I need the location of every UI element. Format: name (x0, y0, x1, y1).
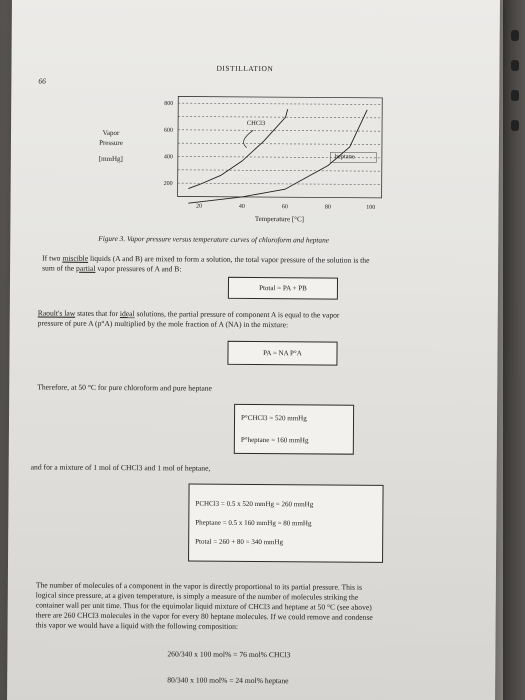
text-line: container wall per unit time. Thus for the equimolar liquid mixture of CHCl3 and heptane at 50 °C (see above) (35, 600, 372, 612)
paragraph-therefore: Therefore, at 50 °C for pure chloroform and pure heptane (37, 382, 212, 393)
x-tick-label: 100 (366, 204, 376, 211)
plot-frame (178, 96, 383, 197)
binder-edge (503, 0, 525, 700)
figure-caption: Figure 3. Vapor pressure versus temperature curves of chloroform and heptane (98, 233, 330, 245)
series-line-chcl3 (188, 109, 287, 190)
equation-box-pure (234, 404, 354, 455)
y-tick-label: 200 (163, 181, 173, 188)
text-span: vapor pressures of A and B: (95, 263, 182, 274)
equation-text: PCHCl3 = 0.5 x 520 mmHg = 260 mmHg (195, 499, 314, 509)
paragraph-raoult (38, 308, 483, 331)
binder-hole (511, 60, 519, 71)
x-tick-label: 20 (195, 203, 203, 210)
text-line: The number of molecules of a component in the vapor is directly proportional to its partial pressure. This is (35, 580, 363, 592)
binder-hole (511, 30, 519, 41)
x-tick-label: 40 (238, 203, 245, 210)
annotation-heptane: heptane (334, 153, 355, 161)
paragraph-mixture: and for a mixture of 1 mol of CHCl3 and 1 mol of heptane, (30, 462, 211, 473)
equation-text: Ptotal = PA + PB (259, 284, 307, 293)
text-span: Raoult's law (37, 308, 76, 318)
grid-line (178, 130, 382, 131)
page-header-title: DISTILLATION (216, 63, 274, 74)
y-tick-label: 600 (164, 127, 174, 134)
grid-line (178, 170, 382, 171)
page-number: 66 (38, 76, 46, 86)
x-tick-label: 80 (324, 204, 331, 211)
paragraph-intro (42, 254, 482, 277)
x-tick-label: 60 (281, 204, 288, 211)
equation-text: P°heptane = 160 mmHg (240, 435, 309, 445)
equation-box-raoult (227, 341, 337, 366)
binder-hole (511, 90, 519, 101)
grid-line (178, 183, 382, 184)
document-page (7, 0, 500, 700)
y-label-line: Vapor (102, 128, 120, 138)
equation-box-total (228, 277, 338, 300)
text-span: solutions, the partial pressure of component A is equal to the vapor (134, 309, 340, 320)
chart-x-axis-label: Temperature [°C] (254, 214, 305, 224)
binder-hole (511, 120, 519, 131)
text-span: pressure of pure A (p°A) multiplied by the mole fraction of A (NA) in the mixture: (37, 318, 289, 330)
equation-text: Ptotal = 260 + 80 = 340 mmHg (195, 537, 284, 547)
text-line: there are 260 CHCl3 molecules in the vapor for every 80 heptane molecules. If we could remove and condense (35, 610, 373, 622)
equation-box-mixture (188, 484, 384, 563)
y-label-line: Pressure (99, 138, 123, 148)
annotation-pointer (244, 130, 254, 147)
text-span: states that for (75, 308, 120, 319)
text-span: liquids (A and B) are mixed to form a solution, the total vapor pressure of the solution is the (88, 253, 370, 265)
composition-line-chcl3: 260/340 x 100 mol% = 76 mol% CHCl3 (167, 649, 291, 660)
chart-y-axis-label (81, 128, 141, 164)
vapor-pressure-chart (155, 88, 396, 230)
grid-line (178, 116, 382, 117)
grid-line (178, 103, 382, 104)
text-span: partial (76, 263, 96, 273)
text-span: ideal (119, 309, 135, 319)
annotation-chcl3: CHCl3 (246, 119, 266, 128)
text-line: logical since pressure, at a given temperature, is simply a measure of the number of molecules striking the (35, 590, 359, 602)
y-tick-label: 800 (164, 101, 174, 108)
y-label-line: [mmHg] (98, 154, 123, 164)
equation-text: P°CHCl3 = 520 mmHg (241, 413, 307, 423)
text-span: If two (42, 253, 63, 263)
equation-text: PA = NA P°A (263, 349, 302, 358)
text-line: this vapor we would have a liquid with the following composition: (35, 620, 239, 631)
paragraph-molecules (36, 580, 484, 633)
equation-text: Pheptane = 0.5 x 160 mmHg = 80 mmHg (195, 518, 312, 528)
text-span: miscible (62, 253, 89, 263)
text-span: sum of the (42, 263, 77, 273)
y-tick-label: 400 (163, 154, 173, 161)
composition-line-heptane: 80/340 x 100 mol% = 24 mol% heptane (167, 675, 289, 686)
